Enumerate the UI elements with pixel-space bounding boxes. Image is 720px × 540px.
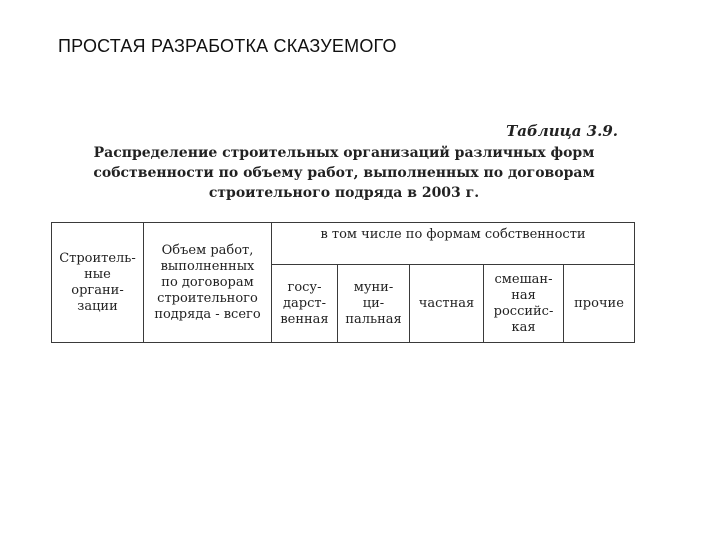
caption-line: Распределение строительных организаций различных форм — [93, 145, 595, 161]
header-work-volume — [144, 223, 272, 343]
table-caption — [80, 143, 608, 203]
header-municipal — [338, 265, 410, 343]
header-mixed-russian — [484, 265, 564, 343]
header-text-line: ная — [511, 287, 536, 303]
header-text-line: дарст- — [283, 295, 326, 311]
header-text-line: ци- — [362, 295, 385, 311]
header-other — [564, 265, 635, 343]
header-text-line: муни- — [353, 279, 394, 295]
caption-line: собственности по объему работ, выполненных по договорам — [93, 165, 595, 181]
header-text-line: госу- — [287, 279, 322, 295]
header-organizations — [52, 223, 144, 343]
header-text-line: ные — [84, 266, 111, 282]
header-text-line: по договорам — [161, 274, 254, 290]
header-text-line: пальная — [345, 311, 402, 327]
caption-line: строительного подряда в 2003 г. — [208, 185, 480, 201]
header-text-line: органи- — [71, 282, 124, 298]
header-text-line: выполненных — [160, 258, 255, 274]
slide-title: ПРОСТАЯ РАЗРАБОТКА СКАЗУЕМОГО — [58, 36, 397, 56]
header-text-line: зации — [77, 298, 118, 314]
header-text-line: смешан- — [494, 271, 553, 287]
header-private — [410, 265, 484, 343]
header-text-line: строительного — [157, 290, 258, 306]
header-ownership-group: в том числе по формам собственности — [272, 223, 635, 265]
header-text-line: прочие — [574, 295, 624, 311]
ownership-distribution-table — [51, 222, 635, 343]
header-state — [272, 265, 338, 343]
header-text-line: Объем работ, — [161, 242, 254, 258]
header-text-line: венная — [280, 311, 329, 327]
table-number-label: Таблица 3.9. — [506, 122, 618, 140]
header-text-line: кая — [511, 319, 536, 335]
header-text-line: подряда - всего — [154, 306, 261, 322]
header-text-line: Строитель- — [59, 250, 136, 266]
header-text-line: российс- — [493, 303, 554, 319]
header-text-line: частная — [418, 295, 475, 311]
